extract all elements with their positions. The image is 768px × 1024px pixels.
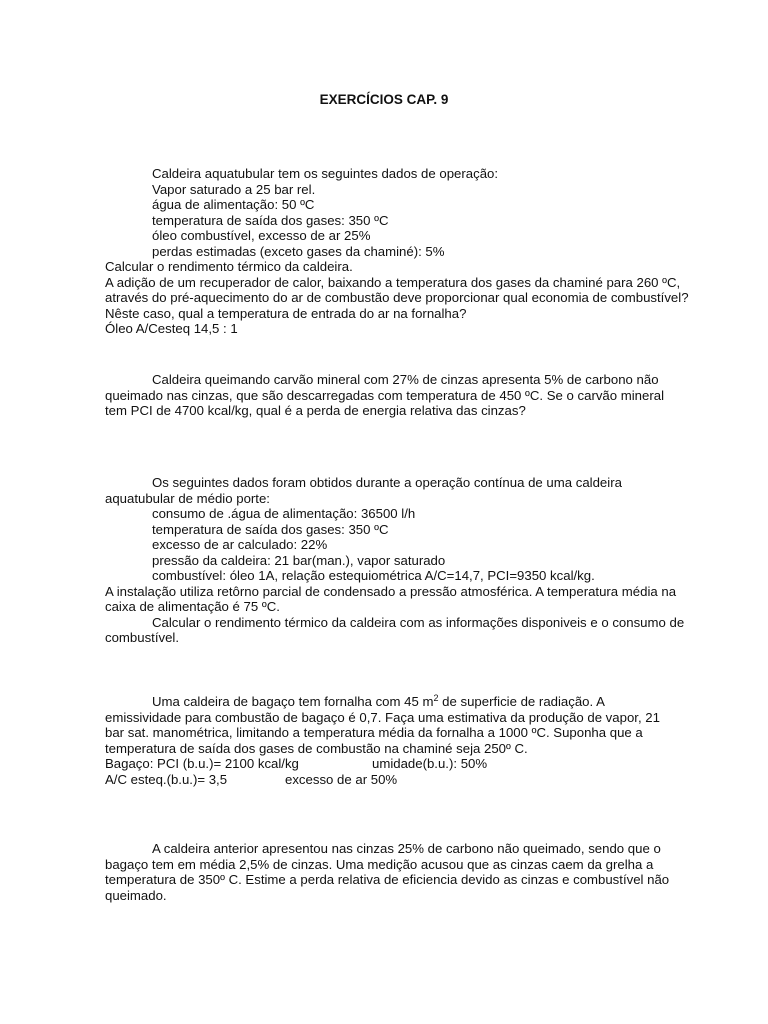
ex3-line: A instalação utiliza retôrno parcial de condensado a pressão atmosférica. A temperatura média na (105, 583, 677, 599)
ex2-line: queimado nas cinzas, que são descarregadas com temperatura de 450 ºC. Se o carvão mineral (105, 387, 665, 403)
ex3-line: excesso de ar calculado: 22% (152, 537, 328, 552)
ex1-line: Caldeira aquatubular tem os seguintes dados de operação: (152, 166, 499, 181)
ex3-line: Calcular o rendimento térmico da caldeira com as informações disponiveis e o consumo de (152, 614, 685, 630)
ex1-line: A adição de um recuperador de calor, baixando a temperatura dos gases da chaminé para 260 ºC, (105, 274, 681, 290)
exercise-3 (105, 475, 685, 646)
ex4-superscript: 2 (433, 693, 439, 703)
ex1-line: perdas estimadas (exceto gases da chaminé): 5% (152, 243, 445, 259)
ex4-pci: Bagaço: PCI (b.u.)= 2100 kcal/kg (105, 756, 299, 771)
ex1-line: temperatura de saída dos gases: 350 ºC (152, 212, 389, 228)
ex1-line: Calcular o rendimento térmico da caldeira. (105, 259, 353, 274)
exercise-4 (105, 694, 665, 787)
ex4-bagaco-line (105, 756, 665, 772)
ex3-line: pressão da caldeira: 21 bar(man.), vapor saturado (152, 552, 446, 568)
ex4-line: temperatura de saída dos gases de combustão na chaminé seja 250º C. (105, 740, 528, 756)
ex4-line: bar sat. manométrica, limitando a temperatura média da fornalha a 1000 ºC. Suponha que a (105, 725, 643, 740)
ex4-line (105, 694, 665, 710)
ex2-line: Caldeira queimando carvão mineral com 27% de cinzas apresenta 5% de carbono não (152, 372, 659, 387)
ex3-line: Os seguintes dados foram obtidos durante a operação contínua de uma caldeira (152, 475, 622, 490)
ex4-ac-esteq: A/C esteq.(b.u.)= 3,5 (105, 771, 228, 787)
ex4-text: Uma caldeira de bagaço tem fornalha com 45 m (152, 694, 434, 709)
ex1-line: Vapor saturado a 25 bar rel. (152, 181, 316, 197)
ex3-line: combustível. (105, 630, 180, 645)
ex4-ac-line (105, 772, 665, 788)
ex3-line: temperatura de saída dos gases: 350 ºC (152, 521, 389, 537)
ex5-line: temperatura de 350º C. Estime a perda relativa de eficiencia devido as cinzas e combustível não (105, 872, 670, 887)
ex1-line: Nêste caso, qual a temperatura de entrada do ar na fornalha? (105, 305, 467, 321)
ex4-line: emissividade para combustão de bagaço é 0,7. Faça uma estimativa da produção de vapor, 21 (105, 709, 660, 725)
exercise-2 (105, 372, 665, 419)
ex1-line: através do pré-aquecimento do ar de combustão deve proporcionar qual economia de combustível? (105, 290, 689, 305)
ex4-excesso: excesso de ar 50% (285, 771, 398, 787)
ex1-line: água de alimentação: 50 ºC (152, 197, 315, 212)
page-title: EXERCÍCIOS CAP. 9 (319, 92, 449, 107)
exercise-5 (105, 841, 670, 903)
ex1-line: óleo combustível, excesso de ar 25% (152, 228, 371, 243)
ex1-line: Óleo A/Cesteq 14,5 : 1 (105, 321, 238, 336)
ex2-line: tem PCI de 4700 kcal/kg, qual é a perda de energia relativa das cinzas? (105, 403, 526, 418)
ex3-line: combustível: óleo 1A, relação estequiométrica A/C=14,7, PCI=9350 kcal/kg. (152, 568, 595, 583)
ex4-umidade: umidade(b.u.): 50% (372, 756, 488, 771)
exercise-1 (105, 166, 689, 337)
ex5-line: bagaço tem em média 2,5% de cinzas. Uma medição acusou que as cinzas caem da grelha a (105, 856, 654, 872)
ex3-line: caixa de alimentação é 75 ºC. (105, 599, 280, 614)
ex5-line: A caldeira anterior apresentou nas cinzas 25% de carbono não queimado, sendo que o (152, 841, 661, 856)
ex5-line: queimado. (105, 887, 167, 903)
ex3-line: aquatubular de médio porte: (105, 490, 270, 506)
ex3-line: consumo de .água de alimentação: 36500 l/h (152, 506, 416, 521)
ex4-text: de superficie de radiação. A (438, 694, 605, 709)
